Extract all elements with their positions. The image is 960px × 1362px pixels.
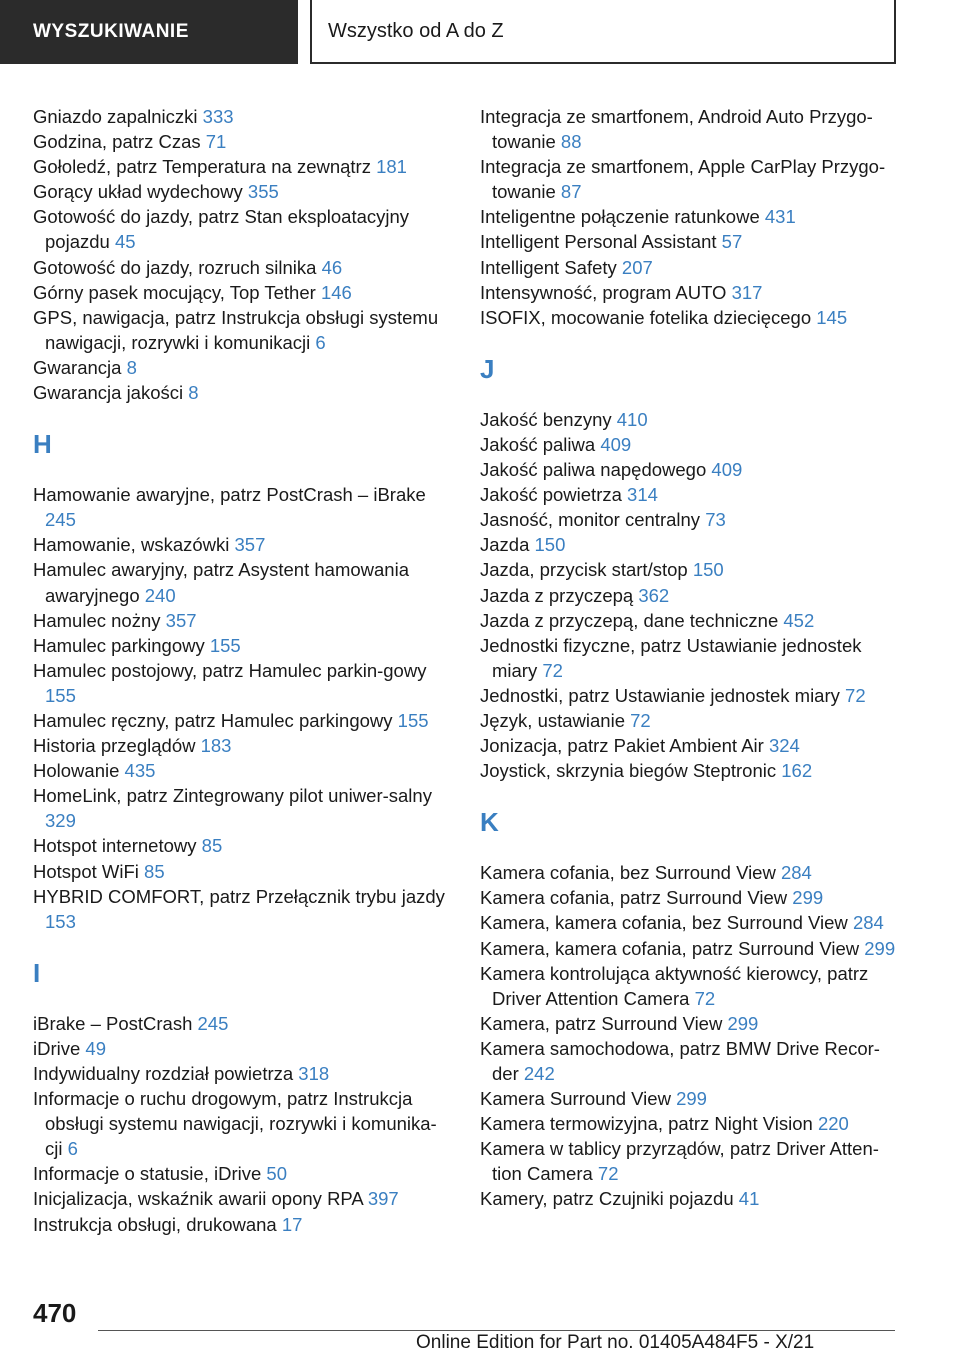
page-reference-link[interactable]: 85	[144, 860, 165, 882]
index-entry	[480, 154, 900, 204]
page-reference-link[interactable]: 362	[638, 584, 670, 606]
index-entry-text: Gotowość do jazdy, patrz Stan eksploatacyjny pojazdu	[33, 206, 410, 253]
page-reference-link[interactable]: 6	[315, 331, 326, 353]
index-entry	[480, 1011, 900, 1036]
index-entry-text: Jednostki, patrz Ustawianie jednostek miary	[480, 684, 840, 706]
page-reference-link[interactable]: 220	[817, 1113, 849, 1135]
index-entry	[33, 1061, 448, 1086]
index-entry-text: Intelligent Safety	[480, 256, 617, 278]
page-reference-link[interactable]: 333	[202, 106, 234, 127]
index-entry-text: Jazda, przycisk start/stop	[480, 559, 688, 581]
index-entry	[480, 1136, 900, 1186]
index-entry	[480, 532, 900, 557]
index-entry-text: Hamulec awaryjny, patrz Asystent hamowania awaryjnego	[33, 559, 409, 606]
index-entry	[480, 229, 900, 254]
index-entry-text: Kamera, kamera cofania, patrz Surround View	[480, 937, 860, 959]
index-entry-text: HomeLink, patrz Zintegrowany pilot uniwer‐salny	[33, 785, 432, 807]
page-reference-link[interactable]: 155	[209, 634, 241, 656]
index-entry-text: GPS, nawigacja, patrz Instrukcja obsługi systemu nawigacji, rozrywki i komunikacji	[33, 306, 439, 353]
index-entry-text: Inicjalizacja, wskaźnik awarii opony RPA	[33, 1188, 363, 1210]
header-tabbar	[0, 0, 960, 66]
page-reference-link[interactable]: 324	[768, 735, 800, 757]
index-entry-text: Gotowość do jazdy, rozruch silnika	[33, 256, 317, 278]
index-entry	[33, 733, 448, 758]
index-entry-text: Integracja ze smartfonem, Apple CarPlay Przygo‐towanie	[480, 156, 886, 203]
index-entry	[33, 204, 448, 254]
tab-search[interactable]: WYSZUKIWANIE	[0, 0, 298, 64]
index-entry	[33, 658, 448, 708]
index-entry-text: ISOFIX, mocowanie fotelika dziecięcego	[480, 306, 812, 328]
index-entry	[33, 758, 448, 783]
page-reference-link[interactable]: 49	[85, 1037, 106, 1059]
page-reference-link[interactable]: 150	[534, 534, 566, 556]
index-entry-text: Kamera cofania, bez Surround View	[480, 862, 776, 884]
page-reference-link[interactable]: 397	[367, 1188, 399, 1210]
index-entry	[480, 204, 900, 229]
index-entry	[33, 783, 448, 833]
page-reference-link[interactable]: 87	[560, 181, 582, 203]
index-entry	[480, 860, 900, 885]
page-reference-link[interactable]: 8	[188, 382, 199, 404]
index-entry	[480, 608, 900, 633]
index-entry-text: Górny pasek mocujący, Top Tether	[33, 281, 316, 303]
index-entry	[33, 884, 448, 934]
index-entry-text: Jakość powietrza	[480, 484, 622, 506]
page-reference-link[interactable]: 329	[45, 810, 76, 832]
index-entry-text: Język, ustawianie	[480, 709, 625, 731]
page-reference-link[interactable]: 146	[320, 281, 352, 303]
index-entry-text: Kamera Surround View	[480, 1088, 671, 1110]
section-letter: K	[480, 807, 499, 838]
index-entry-text: Godzina, patrz Czas	[33, 131, 201, 153]
index-entry-text: Gwarancja	[33, 356, 122, 378]
page-reference-link[interactable]: 73	[705, 509, 726, 531]
page-reference-link[interactable]: 314	[627, 484, 658, 506]
index-entry	[480, 583, 900, 608]
index-entry	[480, 104, 900, 154]
index-entry	[33, 355, 448, 380]
index-entry-text: Indywidualny rozdział powietrza	[33, 1063, 294, 1084]
index-entry-text: Jazda z przyczepą, dane techniczne	[480, 609, 779, 631]
index-entry	[33, 708, 448, 733]
index-entry	[33, 179, 448, 204]
edition-note: Online Edition for Part no. 01405A484F5 - X/21	[416, 1332, 815, 1353]
index-entry	[480, 633, 900, 683]
index-entry	[480, 305, 900, 330]
page-reference-link[interactable]: 317	[731, 281, 763, 303]
index-entry	[480, 432, 900, 457]
index-entry	[480, 407, 900, 432]
index-entry	[480, 1186, 900, 1211]
index-entry-text: Hamulec ręczny, patrz Hamulec parkingowy	[33, 709, 393, 731]
index-entry-text: Gwarancja jakości	[33, 382, 184, 404]
index-entry-text: Kamery, patrz Czujniki pojazdu	[480, 1188, 734, 1210]
index-entry-text: Hotspot WiFi	[33, 860, 139, 882]
index-entry	[33, 1212, 448, 1237]
index-entry-text: Inteligentne połączenie ratunkowe	[480, 206, 760, 228]
page-reference-link[interactable]: 46	[321, 256, 343, 278]
index-entry-text: Historia przeglądów	[33, 735, 196, 757]
index-entry	[480, 557, 900, 582]
index-entry-text: Jazda	[480, 534, 530, 556]
index-entry	[33, 557, 448, 607]
index-entry	[480, 1036, 900, 1086]
index-entry	[33, 1161, 448, 1186]
page-reference-link[interactable]: 150	[692, 559, 724, 581]
page-reference-link[interactable]: 6	[67, 1138, 78, 1160]
page-reference-link[interactable]: 88	[560, 131, 582, 153]
index-entry	[33, 104, 448, 129]
page-reference-link[interactable]: 72	[845, 684, 866, 706]
page-reference-link[interactable]: 409	[600, 433, 632, 455]
index-entry-text: Joystick, skrzynia biegów Steptronic	[480, 760, 777, 782]
page-reference-link[interactable]: 207	[621, 256, 653, 278]
index-entry-text: Jazda z przyczepą	[480, 584, 634, 606]
index-entry-text: Jasność, monitor centralny	[480, 509, 701, 531]
page-reference-link[interactable]: 299	[727, 1012, 759, 1034]
index-entry	[33, 1011, 448, 1036]
index-entry-text: HYBRID COMFORT, patrz Przełącznik trybu jazdy	[33, 885, 445, 907]
index-entry	[33, 859, 448, 884]
footer-divider	[98, 1330, 895, 1331]
page-reference-link[interactable]: 435	[124, 760, 156, 782]
page-reference-link[interactable]: 355	[247, 181, 279, 203]
index-entry-text: Informacje o ruchu drogowym, patrz Instrukcja obsługi systemu nawigacji, rozrywki i komunika‐cji	[33, 1088, 437, 1160]
page-reference-link[interactable]: 245	[197, 1012, 229, 1034]
index-entry-text: Kamera cofania, patrz Surround View	[480, 887, 788, 909]
index-entry	[480, 733, 900, 758]
index-entry	[480, 910, 900, 935]
index-entry	[480, 683, 900, 708]
page-reference-link[interactable]: 85	[201, 835, 223, 857]
index-entry-text: Jakość paliwa	[480, 433, 596, 455]
index-entry-text: iBrake – PostCrash	[33, 1012, 193, 1034]
index-entry-text: Jednostki fizyczne, patrz Ustawianie jednostek miary	[480, 634, 862, 681]
section-letter: I	[33, 957, 41, 988]
page-reference-link[interactable]: 45	[114, 231, 136, 253]
page-reference-link[interactable]: 72	[542, 659, 563, 681]
index-entry	[33, 154, 448, 179]
page-reference-link[interactable]: 8	[126, 356, 137, 378]
index-entry-text: Hamowanie, wskazówki	[33, 534, 230, 556]
index-entry	[480, 507, 900, 532]
index-entry	[33, 608, 448, 633]
index-entry-text: Hamulec parkingowy	[33, 634, 205, 656]
page-reference-link[interactable]: 72	[694, 987, 716, 1009]
index-entry	[480, 758, 900, 783]
page-reference-link[interactable]: 41	[738, 1188, 760, 1210]
page-reference-link[interactable]: 409	[711, 459, 743, 481]
index-entry-text: Holowanie	[33, 760, 120, 782]
page-reference-link[interactable]: 155	[45, 684, 76, 706]
page-reference-link[interactable]: 299	[864, 937, 896, 959]
page-reference-link[interactable]: 357	[165, 609, 197, 631]
page-reference-link[interactable]: 318	[298, 1063, 330, 1084]
index-entry-text: Jonizacja, patrz Pakiet Ambient Air	[480, 735, 764, 757]
index-entry	[33, 833, 448, 858]
index-column-left	[33, 104, 448, 1237]
index-entry	[33, 129, 448, 154]
index-entry	[480, 961, 900, 1011]
index-entry	[480, 1086, 900, 1111]
index-entry-text: Informacje o statusie, iDrive	[33, 1163, 262, 1185]
page-reference-link[interactable]: 72	[597, 1163, 619, 1185]
page-reference-link[interactable]: 431	[764, 206, 796, 228]
index-entry	[480, 1111, 900, 1136]
page-reference-link[interactable]: 72	[630, 709, 651, 731]
index-entry-text: Jakość benzyny	[480, 408, 612, 430]
index-entry	[33, 1186, 448, 1211]
index-entry	[33, 255, 448, 280]
index-entry-text: Kamera, kamera cofania, bez Surround View	[480, 912, 848, 934]
index-entry	[480, 482, 900, 507]
index-entry-text: Instrukcja obsługi, drukowana	[33, 1213, 277, 1235]
index-entry-text: iDrive	[33, 1037, 81, 1059]
page-reference-link[interactable]: 299	[676, 1088, 707, 1110]
index-entry-text: Gniazdo zapalniczki	[33, 106, 198, 127]
page-reference-link[interactable]: 183	[200, 735, 232, 757]
index-entry-text: Kamera samochodowa, patrz BMW Drive Recor‐der	[480, 1037, 880, 1084]
index-entry-text: Gorący układ wydechowy	[33, 181, 243, 203]
index-entry-text: Gołoledź, patrz Temperatura na zewnątrz	[33, 156, 371, 178]
index-entry	[480, 708, 900, 733]
index-entry	[33, 633, 448, 658]
page-reference-link[interactable]: 181	[376, 156, 407, 178]
page-reference-link[interactable]: 155	[397, 709, 429, 731]
index-entry-text: Jakość paliwa napędowego	[480, 459, 707, 481]
page-reference-link[interactable]: 50	[266, 1163, 287, 1185]
page-reference-link[interactable]: 284	[780, 862, 812, 884]
tab-section-title: Wszystko od A do Z	[310, 0, 896, 64]
page-reference-link[interactable]: 452	[783, 609, 815, 631]
page-reference-link[interactable]: 57	[721, 231, 743, 253]
page-reference-link[interactable]: 357	[234, 534, 266, 556]
index-entry-text: Intelligent Personal Assistant	[480, 231, 717, 253]
index-entry	[33, 380, 448, 405]
index-entry-text: Hamowanie awaryjne, patrz PostCrash – iBrake	[33, 484, 426, 506]
index-entry	[33, 532, 448, 557]
page-reference-link[interactable]: 245	[45, 509, 76, 531]
page-reference-link[interactable]: 162	[781, 760, 813, 782]
index-entry	[33, 1086, 448, 1161]
page-number: 470	[33, 1298, 77, 1328]
index-entry	[480, 457, 900, 482]
index-entry	[480, 255, 900, 280]
page-reference-link[interactable]: 145	[816, 306, 848, 328]
index-entry	[480, 936, 900, 961]
section-letter: J	[480, 353, 495, 384]
index-entry	[33, 280, 448, 305]
index-entry-text: Hamulec postojowy, patrz Hamulec parkin‐gowy	[33, 659, 427, 681]
index-entry	[480, 280, 900, 305]
index-entry-text: Hotspot internetowy	[33, 835, 197, 857]
page-reference-link[interactable]: 284	[852, 912, 884, 934]
index-entry-text: Kamera, patrz Surround View	[480, 1012, 723, 1034]
page-reference-link[interactable]: 17	[281, 1213, 303, 1235]
page-reference-link[interactable]: 299	[792, 887, 824, 909]
index-column-right	[480, 104, 900, 1212]
page-reference-link[interactable]: 71	[205, 131, 227, 153]
index-entry	[33, 305, 448, 355]
index-entry-text: Kamera kontrolująca aktywność kierowcy, patrz Driver Attention Camera	[480, 962, 869, 1009]
page-reference-link[interactable]: 242	[523, 1063, 555, 1084]
index-entry-text: Intensywność, program AUTO	[480, 281, 727, 303]
index-entry-text: Kamera termowizyjna, patrz Night Vision	[480, 1113, 813, 1135]
page-reference-link[interactable]: 153	[45, 910, 76, 932]
index-entry-text: Kamera w tablicy przyrządów, patrz Driver Atten‐tion Camera	[480, 1138, 879, 1185]
section-letter: H	[33, 429, 52, 460]
index-entry	[480, 885, 900, 910]
index-entry-text: Integracja ze smartfonem, Android Auto Przygo‐towanie	[480, 106, 873, 153]
index-entry	[33, 482, 448, 532]
index-entry	[33, 1036, 448, 1061]
page-reference-link[interactable]: 240	[144, 584, 176, 606]
index-entry-text: Hamulec nożny	[33, 609, 161, 631]
page-reference-link[interactable]: 410	[616, 408, 648, 430]
